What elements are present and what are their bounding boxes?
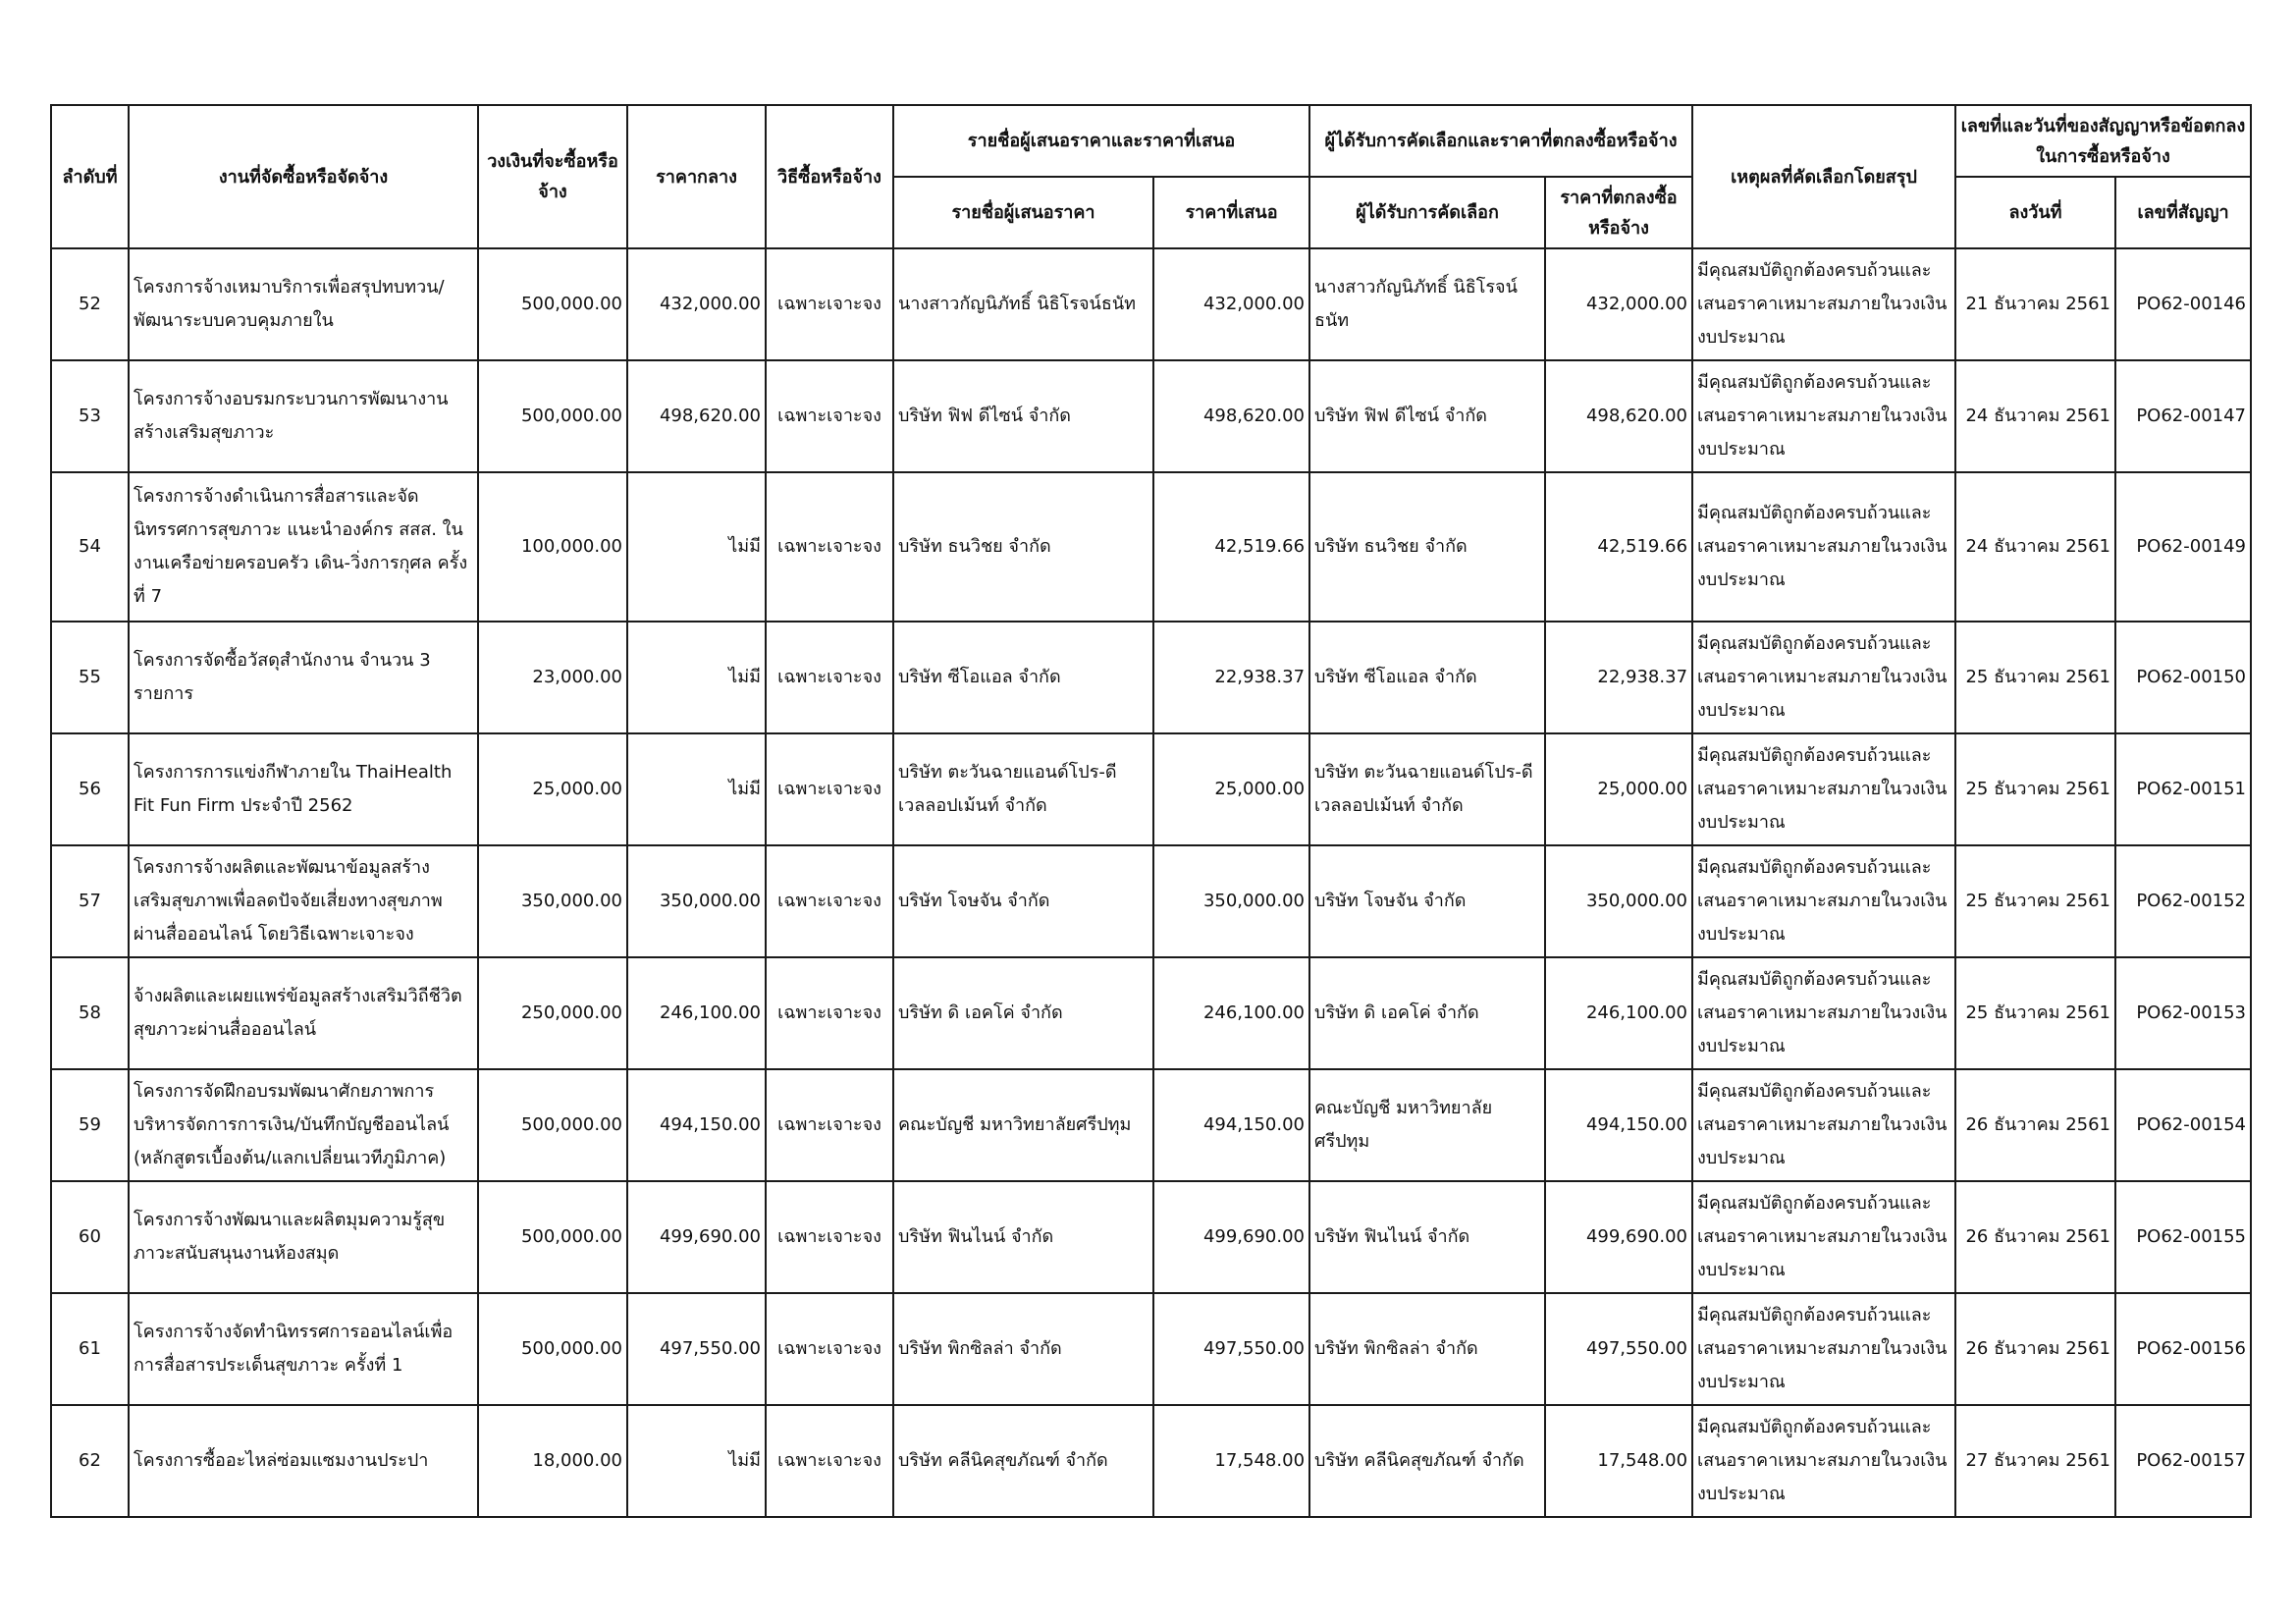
contract-number: PO62-00151 [2115, 733, 2251, 845]
col-header-agreed-price: ราคาที่ตกลงซื้อหรือจ้าง [1545, 177, 1692, 248]
selected-vendor: บริษัท ฟิฟ ดีไซน์ จำกัด [1309, 360, 1545, 472]
selection-reason: มีคุณสมบัติถูกต้องครบถ้วนและเสนอราคาเหมาะสมภายในวงเงินงบประมาณ [1692, 472, 1955, 622]
selected-vendor: บริษัท ธนวิชย จำกัด [1309, 472, 1545, 622]
procurement-method: เฉพาะเจาะจง [766, 622, 893, 733]
task-description: โครงการจ้างอบรมกระบวนการพัฒนางานสร้างเสริมสุขภาวะ [129, 360, 478, 472]
row-number: 59 [51, 1069, 129, 1181]
header-row-top [51, 105, 2251, 177]
median-price: 497,550.00 [627, 1293, 766, 1405]
budget-amount: 500,000.00 [478, 1069, 627, 1181]
table-row [51, 622, 2251, 733]
table-body [51, 248, 2251, 1517]
bidder-name: บริษัท คลีนิคสุขภัณฑ์ จำกัด [893, 1405, 1153, 1517]
procurement-method: เฉพาะเจาะจง [766, 1405, 893, 1517]
median-price: ไม่มี [627, 472, 766, 622]
agreed-price: 498,620.00 [1545, 360, 1692, 472]
row-number: 60 [51, 1181, 129, 1293]
contract-number: PO62-00149 [2115, 472, 2251, 622]
agreed-price: 497,550.00 [1545, 1293, 1692, 1405]
contract-date: 21 ธันวาคม 2561 [1955, 248, 2115, 360]
contract-number: PO62-00154 [2115, 1069, 2251, 1181]
contract-number: PO62-00146 [2115, 248, 2251, 360]
selection-reason: มีคุณสมบัติถูกต้องครบถ้วนและเสนอราคาเหมาะสมภายในวงเงินงบประมาณ [1692, 248, 1955, 360]
row-number: 62 [51, 1405, 129, 1517]
procurement-method: เฉพาะเจาะจง [766, 360, 893, 472]
bidder-name: บริษัท ดิ เอคโค่ จำกัด [893, 957, 1153, 1069]
selection-reason: มีคุณสมบัติถูกต้องครบถ้วนและเสนอราคาเหมาะสมภายในวงเงินงบประมาณ [1692, 1405, 1955, 1517]
contract-date: 25 ธันวาคม 2561 [1955, 622, 2115, 733]
contract-date: 25 ธันวาคม 2561 [1955, 733, 2115, 845]
contract-number: PO62-00156 [2115, 1293, 2251, 1405]
median-price: 498,620.00 [627, 360, 766, 472]
task-description: โครงการจ้างดำเนินการสื่อสารและจัดนิทรรศการสุขภาวะ แนะนำองค์กร สสส. ในงานเครือข่ายครอบครัว เดิน-วิ่งการกุศล ครั้งที่ 7 [129, 472, 478, 622]
col-header-budget: วงเงินที่จะซื้อหรือจ้าง [478, 105, 627, 248]
contract-number: PO62-00153 [2115, 957, 2251, 1069]
task-description: โครงการจ้างผลิตและพัฒนาข้อมูลสร้างเสริมสุขภาพเพื่อลดปัจจัยเสี่ยงทางสุขภาพผ่านสื่อออนไลน์ โดยวิธีเฉพาะเจาะจง [129, 845, 478, 957]
contract-date: 26 ธันวาคม 2561 [1955, 1293, 2115, 1405]
median-price: 350,000.00 [627, 845, 766, 957]
budget-amount: 250,000.00 [478, 957, 627, 1069]
budget-amount: 500,000.00 [478, 1293, 627, 1405]
budget-amount: 500,000.00 [478, 360, 627, 472]
median-price: ไม่มี [627, 622, 766, 733]
bid-price: 497,550.00 [1153, 1293, 1309, 1405]
selected-vendor: บริษัท ตะวันฉายแอนด์โปร-ดีเวลลอปเม้นท์ จำกัด [1309, 733, 1545, 845]
agreed-price: 499,690.00 [1545, 1181, 1692, 1293]
budget-amount: 500,000.00 [478, 248, 627, 360]
table-row [51, 1293, 2251, 1405]
col-header-date: ลงวันที่ [1955, 177, 2115, 248]
bidder-name: บริษัท ตะวันฉายแอนด์โปร-ดีเวลลอปเม้นท์ จำกัด [893, 733, 1153, 845]
col-header-selected: ผู้ได้รับการคัดเลือก [1309, 177, 1545, 248]
selected-vendor: บริษัท พิกซิลล่า จำกัด [1309, 1293, 1545, 1405]
bid-price: 246,100.00 [1153, 957, 1309, 1069]
agreed-price: 22,938.37 [1545, 622, 1692, 733]
row-number: 52 [51, 248, 129, 360]
contract-number: PO62-00147 [2115, 360, 2251, 472]
group-header-selected: ผู้ได้รับการคัดเลือกและราคาที่ตกลงซื้อหรือจ้าง [1309, 105, 1692, 177]
contract-date: 26 ธันวาคม 2561 [1955, 1069, 2115, 1181]
contract-date: 25 ธันวาคม 2561 [1955, 845, 2115, 957]
selection-reason: มีคุณสมบัติถูกต้องครบถ้วนและเสนอราคาเหมาะสมภายในวงเงินงบประมาณ [1692, 957, 1955, 1069]
table-row [51, 1181, 2251, 1293]
col-header-bid-price: ราคาที่เสนอ [1153, 177, 1309, 248]
budget-amount: 500,000.00 [478, 1181, 627, 1293]
task-description: โครงการจัดฝึกอบรมพัฒนาศักยภาพการบริหารจัดการการเงิน/บันทึกบัญชีออนไลน์ (หลักสูตรเบื้องต้น/แลกเปลี่ยนเวทีภูมิภาค) [129, 1069, 478, 1181]
row-number: 56 [51, 733, 129, 845]
bid-price: 432,000.00 [1153, 248, 1309, 360]
median-price: ไม่มี [627, 1405, 766, 1517]
row-number: 55 [51, 622, 129, 733]
budget-amount: 18,000.00 [478, 1405, 627, 1517]
bidder-name: บริษัท พิกซิลล่า จำกัด [893, 1293, 1153, 1405]
budget-amount: 23,000.00 [478, 622, 627, 733]
bid-price: 494,150.00 [1153, 1069, 1309, 1181]
contract-date: 27 ธันวาคม 2561 [1955, 1405, 2115, 1517]
agreed-price: 17,548.00 [1545, 1405, 1692, 1517]
median-price: ไม่มี [627, 733, 766, 845]
contract-date: 25 ธันวาคม 2561 [1955, 957, 2115, 1069]
bidder-name: บริษัท ธนวิชย จำกัด [893, 472, 1153, 622]
col-header-method: วิธีซื้อหรือจ้าง [766, 105, 893, 248]
agreed-price: 42,519.66 [1545, 472, 1692, 622]
agreed-price: 432,000.00 [1545, 248, 1692, 360]
contract-number: PO62-00150 [2115, 622, 2251, 733]
procurement-document [50, 104, 2250, 1518]
table-row [51, 248, 2251, 360]
row-number: 57 [51, 845, 129, 957]
col-header-median-price: ราคากลาง [627, 105, 766, 248]
table-row [51, 472, 2251, 622]
procurement-method: เฉพาะเจาะจง [766, 1181, 893, 1293]
task-description: โครงการจัดซื้อวัสดุสำนักงาน จำนวน 3 รายการ [129, 622, 478, 733]
procurement-method: เฉพาะเจาะจง [766, 1293, 893, 1405]
row-number: 61 [51, 1293, 129, 1405]
procurement-method: เฉพาะเจาะจง [766, 957, 893, 1069]
procurement-method: เฉพาะเจาะจง [766, 248, 893, 360]
task-description: โครงการการแข่งกีฬาภายใน ThaiHealth Fit Fun Firm ประจำปี 2562 [129, 733, 478, 845]
bidder-name: บริษัท ซีโอแอล จำกัด [893, 622, 1153, 733]
selection-reason: มีคุณสมบัติถูกต้องครบถ้วนและเสนอราคาเหมาะสมภายในวงเงินงบประมาณ [1692, 360, 1955, 472]
procurement-table [50, 104, 2252, 1518]
selected-vendor: นางสาวกัญนิภัทธิ์ นิธิโรจน์ธนัท [1309, 248, 1545, 360]
col-header-task: งานที่จัดซื้อหรือจัดจ้าง [129, 105, 478, 248]
selected-vendor: บริษัท โจษจัน จำกัด [1309, 845, 1545, 957]
table-row [51, 1069, 2251, 1181]
bid-price: 499,690.00 [1153, 1181, 1309, 1293]
contract-date: 24 ธันวาคม 2561 [1955, 360, 2115, 472]
selected-vendor: บริษัท คลีนิคสุขภัณฑ์ จำกัด [1309, 1405, 1545, 1517]
bid-price: 25,000.00 [1153, 733, 1309, 845]
selected-vendor: บริษัท ซีโอแอล จำกัด [1309, 622, 1545, 733]
procurement-method: เฉพาะเจาะจง [766, 472, 893, 622]
agreed-price: 494,150.00 [1545, 1069, 1692, 1181]
selection-reason: มีคุณสมบัติถูกต้องครบถ้วนและเสนอราคาเหมาะสมภายในวงเงินงบประมาณ [1692, 733, 1955, 845]
col-header-reason: เหตุผลที่คัดเลือกโดยสรุป [1692, 105, 1955, 248]
task-description: โครงการซื้ออะไหล่ซ่อมแซมงานประปา [129, 1405, 478, 1517]
procurement-method: เฉพาะเจาะจง [766, 845, 893, 957]
row-number: 53 [51, 360, 129, 472]
selected-vendor: บริษัท ฟินไนน์ จำกัด [1309, 1181, 1545, 1293]
table-row [51, 845, 2251, 957]
agreed-price: 350,000.00 [1545, 845, 1692, 957]
budget-amount: 25,000.00 [478, 733, 627, 845]
bid-price: 22,938.37 [1153, 622, 1309, 733]
agreed-price: 246,100.00 [1545, 957, 1692, 1069]
agreed-price: 25,000.00 [1545, 733, 1692, 845]
col-header-no: ลำดับที่ [51, 105, 129, 248]
col-header-contract-no: เลขที่สัญญา [2115, 177, 2251, 248]
table-row [51, 957, 2251, 1069]
selection-reason: มีคุณสมบัติถูกต้องครบถ้วนและเสนอราคาเหมาะสมภายในวงเงินงบประมาณ [1692, 1069, 1955, 1181]
selection-reason: มีคุณสมบัติถูกต้องครบถ้วนและเสนอราคาเหมาะสมภายในวงเงินงบประมาณ [1692, 1181, 1955, 1293]
bidder-name: บริษัท ฟินไนน์ จำกัด [893, 1181, 1153, 1293]
procurement-method: เฉพาะเจาะจง [766, 733, 893, 845]
col-header-bidder-name: รายชื่อผู้เสนอราคา [893, 177, 1153, 248]
contract-number: PO62-00155 [2115, 1181, 2251, 1293]
bidder-name: คณะบัญชี มหาวิทยาลัยศรีปทุม [893, 1069, 1153, 1181]
procurement-method: เฉพาะเจาะจง [766, 1069, 893, 1181]
budget-amount: 100,000.00 [478, 472, 627, 622]
selected-vendor: คณะบัญชี มหาวิทยาลัยศรีปทุม [1309, 1069, 1545, 1181]
median-price: 499,690.00 [627, 1181, 766, 1293]
selected-vendor: บริษัท ดิ เอคโค่ จำกัด [1309, 957, 1545, 1069]
table-row [51, 733, 2251, 845]
table-row [51, 1405, 2251, 1517]
row-number: 58 [51, 957, 129, 1069]
bidder-name: บริษัท โจษจัน จำกัด [893, 845, 1153, 957]
group-header-contract: เลขที่และวันที่ของสัญญาหรือข้อตกลงในการซื้อหรือจ้าง [1955, 105, 2251, 177]
task-description: โครงการจ้างพัฒนาและผลิตมุมความรู้สุขภาวะสนับสนุนงานห้องสมุด [129, 1181, 478, 1293]
table-row [51, 360, 2251, 472]
median-price: 432,000.00 [627, 248, 766, 360]
selection-reason: มีคุณสมบัติถูกต้องครบถ้วนและเสนอราคาเหมาะสมภายในวงเงินงบประมาณ [1692, 622, 1955, 733]
median-price: 246,100.00 [627, 957, 766, 1069]
bidder-name: บริษัท ฟิฟ ดีไซน์ จำกัด [893, 360, 1153, 472]
task-description: โครงการจ้างจัดทำนิทรรศการออนไลน์เพื่อการสื่อสารประเด็นสุขภาวะ ครั้งที่ 1 [129, 1293, 478, 1405]
contract-number: PO62-00152 [2115, 845, 2251, 957]
bid-price: 498,620.00 [1153, 360, 1309, 472]
contract-date: 24 ธันวาคม 2561 [1955, 472, 2115, 622]
task-description: จ้างผลิตและเผยแพร่ข้อมูลสร้างเสริมวิถีชีวิตสุขภาวะผ่านสื่อออนไลน์ [129, 957, 478, 1069]
group-header-bidders: รายชื่อผู้เสนอราคาและราคาที่เสนอ [893, 105, 1309, 177]
contract-number: PO62-00157 [2115, 1405, 2251, 1517]
contract-date: 26 ธันวาคม 2561 [1955, 1181, 2115, 1293]
median-price: 494,150.00 [627, 1069, 766, 1181]
bid-price: 350,000.00 [1153, 845, 1309, 957]
bid-price: 42,519.66 [1153, 472, 1309, 622]
bidder-name: นางสาวกัญนิภัทธิ์ นิธิโรจน์ธนัท [893, 248, 1153, 360]
selection-reason: มีคุณสมบัติถูกต้องครบถ้วนและเสนอราคาเหมาะสมภายในวงเงินงบประมาณ [1692, 1293, 1955, 1405]
budget-amount: 350,000.00 [478, 845, 627, 957]
selection-reason: มีคุณสมบัติถูกต้องครบถ้วนและเสนอราคาเหมาะสมภายในวงเงินงบประมาณ [1692, 845, 1955, 957]
task-description: โครงการจ้างเหมาบริการเพื่อสรุปทบทวน/พัฒนาระบบควบคุมภายใน [129, 248, 478, 360]
row-number: 54 [51, 472, 129, 622]
bid-price: 17,548.00 [1153, 1405, 1309, 1517]
